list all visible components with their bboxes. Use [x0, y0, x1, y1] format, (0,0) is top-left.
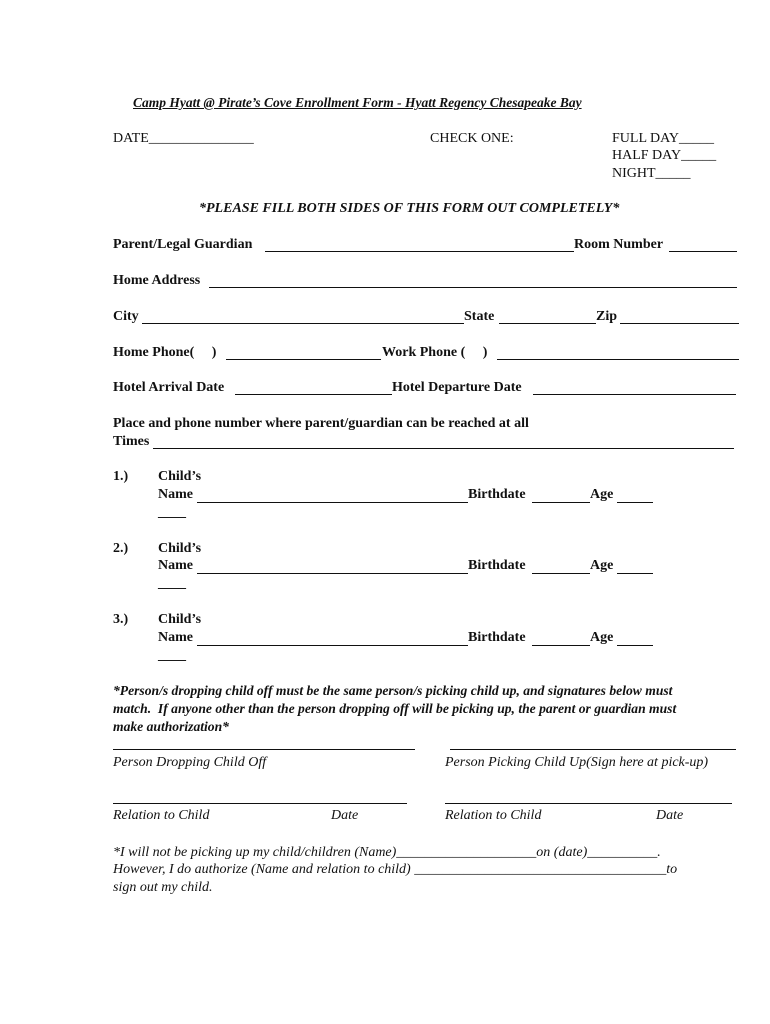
full-day-option[interactable]: FULL DAY_____ — [612, 131, 715, 146]
age-label: Age — [590, 558, 614, 573]
birthdate-label: Birthdate — [468, 630, 526, 645]
night-option[interactable]: NIGHT_____ — [612, 166, 691, 181]
hotel-arrival-label: Hotel Arrival Date — [113, 380, 225, 395]
authorization-line3: sign out my child. — [113, 880, 213, 895]
state-field[interactable] — [499, 323, 596, 324]
notice-line2: match. If anyone other than the person dropping off will be picking up, the parent or guardian must — [113, 701, 677, 716]
age-label: Age — [590, 487, 614, 502]
child-name-label: Name — [158, 558, 193, 573]
age-field[interactable] — [617, 573, 653, 574]
child-name-field[interactable] — [197, 573, 468, 574]
city-label: City — [113, 309, 139, 324]
half-day-option[interactable]: HALF DAY_____ — [612, 148, 717, 163]
child-label: Child’s — [158, 612, 202, 627]
city-field[interactable] — [142, 323, 464, 324]
reach-field[interactable] — [153, 448, 734, 449]
drop-off-signature-field[interactable] — [113, 749, 415, 750]
child-wrap-line: ____ — [158, 648, 186, 663]
authorization-line1: *I will not be picking up my child/children (Name)____________________on (date)__________. — [113, 845, 661, 860]
room-number-field[interactable] — [669, 251, 737, 252]
reach-label-line2: Times — [113, 434, 150, 449]
child-number: 1.) — [113, 469, 129, 484]
hotel-departure-field[interactable] — [533, 394, 736, 395]
birthdate-field[interactable] — [532, 573, 590, 574]
birthdate-field[interactable] — [532, 645, 590, 646]
home-address-label: Home Address — [113, 273, 201, 288]
fill-both-sides-instruction: *PLEASE FILL BOTH SIDES OF THIS FORM OUT COMPLETELY* — [199, 201, 620, 216]
age-label: Age — [590, 630, 614, 645]
hotel-arrival-field[interactable] — [235, 394, 392, 395]
birthdate-field[interactable] — [532, 502, 590, 503]
check-one-label: CHECK ONE: — [430, 131, 514, 146]
zip-field[interactable] — [620, 323, 739, 324]
child-number: 2.) — [113, 541, 129, 556]
home-address-field[interactable] — [209, 287, 737, 288]
hotel-departure-label: Hotel Departure Date — [392, 380, 522, 395]
child-wrap-line: ____ — [158, 505, 186, 520]
home-phone-label: Home Phone( ) — [113, 345, 217, 360]
room-number-label: Room Number — [574, 237, 664, 252]
notice-line3: make authorization* — [113, 719, 229, 734]
child-name-field[interactable] — [197, 502, 468, 503]
date-right-label: Date — [656, 808, 684, 823]
relation-left-field[interactable] — [113, 803, 407, 804]
child-name-label: Name — [158, 487, 193, 502]
reach-label-line1: Place and phone number where parent/guardian can be reached at all — [113, 416, 529, 431]
home-phone-field[interactable] — [226, 359, 381, 360]
date-left-label: Date — [331, 808, 359, 823]
child-wrap-line: ____ — [158, 576, 186, 591]
parent-guardian-label: Parent/Legal Guardian — [113, 237, 253, 252]
parent-guardian-field[interactable] — [265, 251, 574, 252]
work-phone-field[interactable] — [497, 359, 739, 360]
age-field[interactable] — [617, 502, 653, 503]
drop-off-signature-label: Person Dropping Child Off — [113, 755, 267, 770]
child-label: Child’s — [158, 469, 202, 484]
form-title: Camp Hyatt @ Pirate’s Cove Enrollment Form - Hyatt Regency Chesapeake Bay — [133, 95, 582, 110]
birthdate-label: Birthdate — [468, 487, 526, 502]
relation-right-field[interactable] — [445, 803, 732, 804]
pick-up-signature-label: Person Picking Child Up(Sign here at pick-up) — [445, 755, 709, 770]
child-number: 3.) — [113, 612, 129, 627]
state-label: State — [464, 309, 495, 324]
zip-label: Zip — [596, 309, 618, 324]
child-label: Child’s — [158, 541, 202, 556]
child-name-field[interactable] — [197, 645, 468, 646]
date-field[interactable]: DATE_______________ — [113, 131, 254, 146]
pick-up-signature-field[interactable] — [450, 749, 736, 750]
age-field[interactable] — [617, 645, 653, 646]
notice-line1: *Person/s dropping child off must be the same person/s picking child up, and signatures below must — [113, 683, 673, 698]
relation-left-label: Relation to Child — [113, 808, 210, 823]
relation-right-label: Relation to Child — [445, 808, 542, 823]
child-name-label: Name — [158, 630, 193, 645]
authorization-line2: However, I do authorize (Name and relation to child) ____________________________________to — [113, 862, 678, 877]
work-phone-label: Work Phone ( ) — [382, 345, 488, 360]
birthdate-label: Birthdate — [468, 558, 526, 573]
